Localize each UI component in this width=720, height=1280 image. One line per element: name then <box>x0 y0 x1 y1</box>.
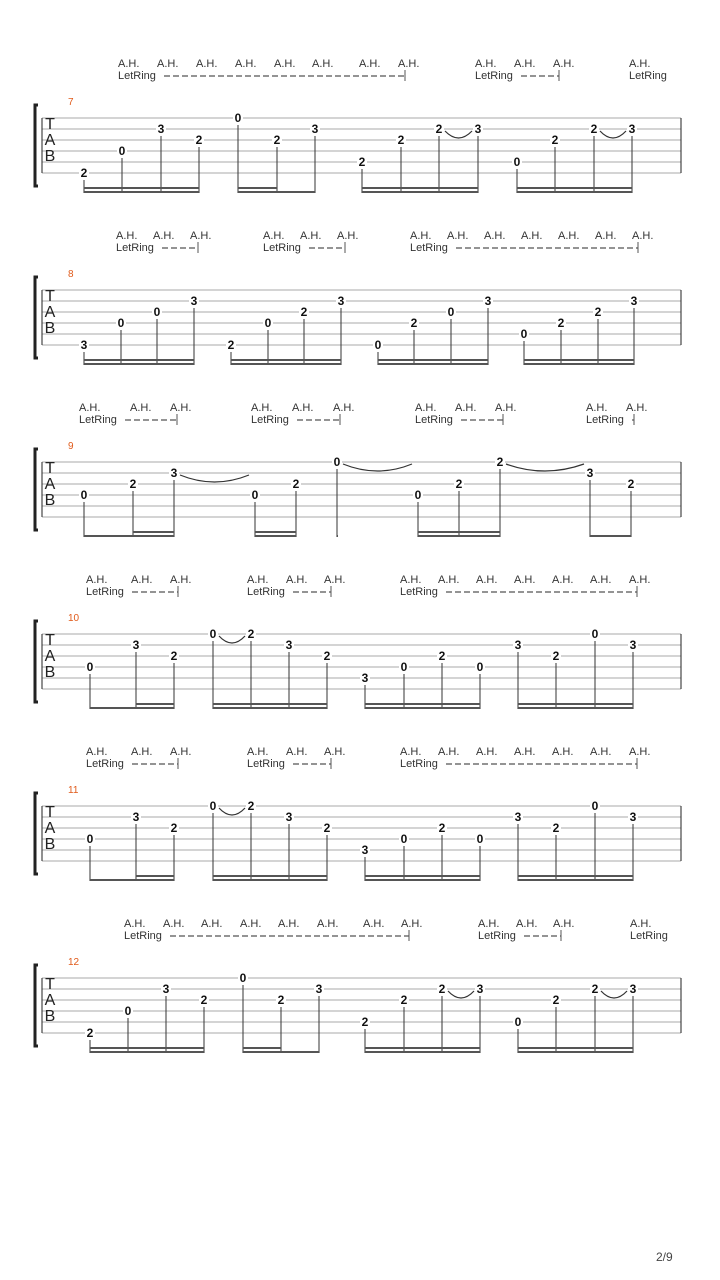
fret-number: 3 <box>629 638 637 652</box>
fret-number: 2 <box>552 821 560 835</box>
artificial-harmonic-label: A.H. <box>130 402 152 414</box>
let-ring-label: LetRing <box>478 930 516 942</box>
beam-secondary <box>84 359 194 361</box>
fret-number: 0 <box>117 316 125 330</box>
fret-number: 3 <box>514 810 522 824</box>
artificial-harmonic-label: A.H. <box>118 58 140 70</box>
artificial-harmonic-label: A.H. <box>476 746 498 758</box>
beam-secondary <box>518 1047 633 1049</box>
fret-number: 3 <box>132 810 140 824</box>
fret-number: 2 <box>323 821 331 835</box>
fret-number: 2 <box>552 993 560 1007</box>
measure-number: 10 <box>68 613 80 624</box>
tab-system <box>35 574 681 709</box>
tab-clef-letter: B <box>44 492 56 509</box>
beam-primary <box>524 363 634 365</box>
artificial-harmonic-label: A.H. <box>484 230 506 242</box>
beam-secondary <box>378 359 488 361</box>
tab-system <box>35 58 681 193</box>
artificial-harmonic-label: A.H. <box>552 746 574 758</box>
fret-number: 0 <box>118 144 126 158</box>
tab-system <box>35 230 681 365</box>
tab-clef-letter: A <box>44 648 56 665</box>
beam-secondary <box>136 703 174 705</box>
artificial-harmonic-label: A.H. <box>629 58 651 70</box>
fret-number: 2 <box>195 133 203 147</box>
artificial-harmonic-label: A.H. <box>595 230 617 242</box>
fret-number: 0 <box>513 155 521 169</box>
artificial-harmonic-label: A.H. <box>514 58 536 70</box>
artificial-harmonic-label: A.H. <box>324 746 346 758</box>
artificial-harmonic-label: A.H. <box>410 230 432 242</box>
beam-primary <box>90 1051 204 1053</box>
fret-number: 2 <box>557 316 565 330</box>
let-ring-label: LetRing <box>263 242 301 254</box>
beam-primary <box>90 879 174 881</box>
tab-clef-letter: T <box>45 804 55 821</box>
fret-number: 0 <box>414 488 422 502</box>
let-ring-label: LetRing <box>400 758 438 770</box>
fret-number: 3 <box>80 338 88 352</box>
fret-number: 2 <box>227 338 235 352</box>
fret-number: 0 <box>514 1015 522 1029</box>
fret-number: 3 <box>514 638 522 652</box>
artificial-harmonic-label: A.H. <box>170 746 192 758</box>
fret-number: 3 <box>630 294 638 308</box>
tie <box>219 636 245 643</box>
artificial-harmonic-label: A.H. <box>590 746 612 758</box>
fret-number: 3 <box>628 122 636 136</box>
fret-number: 0 <box>239 971 247 985</box>
fret-number: 0 <box>124 1004 132 1018</box>
fret-number: 2 <box>438 649 446 663</box>
artificial-harmonic-label: A.H. <box>196 58 218 70</box>
fret-number: 0 <box>476 832 484 846</box>
fret-number: 3 <box>311 122 319 136</box>
fret-number: 2 <box>86 1026 94 1040</box>
let-ring-label: LetRing <box>86 586 124 598</box>
fret-number: 2 <box>170 821 178 835</box>
system-bracket <box>35 621 38 702</box>
tab-clef-letter: B <box>44 320 56 337</box>
beam-primary <box>365 707 480 709</box>
artificial-harmonic-label: A.H. <box>131 574 153 586</box>
fret-number: 2 <box>247 627 255 641</box>
beam-primary <box>517 191 632 193</box>
fret-number: 3 <box>337 294 345 308</box>
artificial-harmonic-label: A.H. <box>86 746 108 758</box>
let-ring-label: LetRing <box>400 586 438 598</box>
beam-secondary <box>90 1047 204 1049</box>
tab-clef-letter: A <box>44 992 56 1009</box>
fret-number: 2 <box>438 982 446 996</box>
fret-number: 0 <box>400 832 408 846</box>
fret-number: 2 <box>277 993 285 1007</box>
beam-primary <box>84 535 174 537</box>
artificial-harmonic-label: A.H. <box>438 574 460 586</box>
measure-number: 9 <box>68 441 74 452</box>
fret-number: 3 <box>190 294 198 308</box>
fret-number: 0 <box>80 488 88 502</box>
fret-number: 3 <box>162 982 170 996</box>
fret-number: 0 <box>209 799 217 813</box>
artificial-harmonic-label: A.H. <box>240 918 262 930</box>
fret-number: 3 <box>361 843 369 857</box>
beam-secondary <box>213 703 327 705</box>
measure-number: 11 <box>68 785 79 796</box>
tab-system <box>35 918 681 1053</box>
beam-primary <box>231 363 341 365</box>
fret-number: 3 <box>629 982 637 996</box>
artificial-harmonic-label: A.H. <box>514 574 536 586</box>
fret-number: 0 <box>153 305 161 319</box>
artificial-harmonic-label: A.H. <box>274 58 296 70</box>
artificial-harmonic-label: A.H. <box>629 574 651 586</box>
beam-secondary <box>362 187 478 189</box>
beam-primary <box>238 191 315 193</box>
beam-primary <box>590 535 631 537</box>
measure-number: 12 <box>68 957 80 968</box>
let-ring-label: LetRing <box>629 70 667 82</box>
measure-number: 8 <box>68 269 74 280</box>
beam-secondary <box>365 875 480 877</box>
beam-primary <box>84 191 199 193</box>
beam-primary <box>84 363 194 365</box>
tab-clef-letter: A <box>44 304 56 321</box>
beam-secondary <box>133 531 174 533</box>
artificial-harmonic-label: A.H. <box>415 402 437 414</box>
let-ring-label: LetRing <box>124 930 162 942</box>
fret-number: 2 <box>400 993 408 1007</box>
tab-clef-letter: A <box>44 132 56 149</box>
artificial-harmonic-label: A.H. <box>263 230 285 242</box>
fret-number: 0 <box>86 660 94 674</box>
artificial-harmonic-label: A.H. <box>292 402 314 414</box>
beam-secondary <box>213 875 327 877</box>
fret-number: 0 <box>333 455 341 469</box>
artificial-harmonic-label: A.H. <box>552 574 574 586</box>
fret-number: 3 <box>629 810 637 824</box>
artificial-harmonic-label: A.H. <box>312 58 334 70</box>
tie <box>219 808 245 815</box>
artificial-harmonic-label: A.H. <box>251 402 273 414</box>
let-ring-label: LetRing <box>118 70 156 82</box>
artificial-harmonic-label: A.H. <box>337 230 359 242</box>
artificial-harmonic-label: A.H. <box>400 574 422 586</box>
artificial-harmonic-label: A.H. <box>455 402 477 414</box>
fret-number: 0 <box>447 305 455 319</box>
tab-clef-letter: B <box>44 1008 56 1025</box>
fret-number: 2 <box>435 122 443 136</box>
beam-secondary <box>243 1047 281 1049</box>
fret-number: 3 <box>157 122 165 136</box>
beam-primary <box>90 707 174 709</box>
fret-number: 0 <box>209 627 217 641</box>
fret-number: 3 <box>285 638 293 652</box>
beam-secondary <box>365 703 480 705</box>
beam-primary <box>518 1051 633 1053</box>
fret-number: 0 <box>234 111 242 125</box>
fret-number: 2 <box>397 133 405 147</box>
artificial-harmonic-label: A.H. <box>514 746 536 758</box>
beam-primary <box>337 535 338 537</box>
artificial-harmonic-label: A.H. <box>553 918 575 930</box>
artificial-harmonic-label: A.H. <box>401 918 423 930</box>
tie <box>601 991 627 998</box>
system-bracket <box>35 277 38 358</box>
artificial-harmonic-label: A.H. <box>438 746 460 758</box>
tab-clef-letter: T <box>45 976 55 993</box>
fret-number: 2 <box>170 649 178 663</box>
beam-primary <box>418 535 500 537</box>
fret-number: 2 <box>129 477 137 491</box>
tab-clef-letter: A <box>44 476 56 493</box>
artificial-harmonic-label: A.H. <box>317 918 339 930</box>
beam-secondary <box>365 1047 480 1049</box>
fret-number: 0 <box>264 316 272 330</box>
page-number: 2/9 <box>656 1250 673 1264</box>
artificial-harmonic-label: A.H. <box>170 574 192 586</box>
fret-number: 3 <box>476 982 484 996</box>
beam-secondary <box>518 703 633 705</box>
tie <box>343 464 412 471</box>
tie <box>600 131 626 138</box>
artificial-harmonic-label: A.H. <box>586 402 608 414</box>
fret-number: 3 <box>285 810 293 824</box>
tie <box>448 991 474 998</box>
fret-number: 0 <box>400 660 408 674</box>
beam-primary <box>518 707 633 709</box>
system-bracket <box>35 965 38 1046</box>
artificial-harmonic-label: A.H. <box>632 230 654 242</box>
fret-number: 0 <box>591 799 599 813</box>
let-ring-label: LetRing <box>251 414 289 426</box>
fret-number: 3 <box>484 294 492 308</box>
tab-clef-letter: T <box>45 288 55 305</box>
artificial-harmonic-label: A.H. <box>286 574 308 586</box>
fret-number: 2 <box>594 305 602 319</box>
fret-number: 2 <box>300 305 308 319</box>
let-ring-label: LetRing <box>247 586 285 598</box>
fret-number: 0 <box>251 488 259 502</box>
system-bracket <box>35 449 38 530</box>
artificial-harmonic-label: A.H. <box>153 230 175 242</box>
fret-number: 2 <box>247 799 255 813</box>
beam-primary <box>255 535 296 537</box>
artificial-harmonic-label: A.H. <box>447 230 469 242</box>
let-ring-label: LetRing <box>586 414 624 426</box>
fret-number: 2 <box>455 477 463 491</box>
artificial-harmonic-label: A.H. <box>235 58 257 70</box>
fret-number: 2 <box>292 477 300 491</box>
fret-number: 3 <box>361 671 369 685</box>
artificial-harmonic-label: A.H. <box>324 574 346 586</box>
fret-number: 3 <box>474 122 482 136</box>
tie <box>445 131 472 138</box>
artificial-harmonic-label: A.H. <box>630 918 652 930</box>
beam-primary <box>243 1051 319 1053</box>
fret-number: 3 <box>132 638 140 652</box>
artificial-harmonic-label: A.H. <box>398 58 420 70</box>
beam-secondary <box>238 187 277 189</box>
artificial-harmonic-label: A.H. <box>363 918 385 930</box>
fret-number: 0 <box>86 832 94 846</box>
artificial-harmonic-label: A.H. <box>247 574 269 586</box>
artificial-harmonic-label: A.H. <box>86 574 108 586</box>
beam-primary <box>365 879 480 881</box>
let-ring-label: LetRing <box>86 758 124 770</box>
fret-number: 2 <box>361 1015 369 1029</box>
artificial-harmonic-label: A.H. <box>157 58 179 70</box>
beam-secondary <box>136 875 174 877</box>
artificial-harmonic-label: A.H. <box>79 402 101 414</box>
beam-primary <box>213 879 327 881</box>
artificial-harmonic-label: A.H. <box>359 58 381 70</box>
beam-primary <box>378 363 488 365</box>
artificial-harmonic-label: A.H. <box>629 746 651 758</box>
artificial-harmonic-label: A.H. <box>300 230 322 242</box>
artificial-harmonic-label: A.H. <box>116 230 138 242</box>
artificial-harmonic-label: A.H. <box>278 918 300 930</box>
let-ring-label: LetRing <box>79 414 117 426</box>
tab-clef-letter: T <box>45 632 55 649</box>
artificial-harmonic-label: A.H. <box>495 402 517 414</box>
fret-number: 2 <box>551 133 559 147</box>
fret-number: 2 <box>323 649 331 663</box>
fret-number: 0 <box>374 338 382 352</box>
fret-number: 0 <box>591 627 599 641</box>
beam-secondary <box>418 531 500 533</box>
fret-number: 0 <box>520 327 528 341</box>
fret-number: 2 <box>438 821 446 835</box>
fret-number: 2 <box>273 133 281 147</box>
artificial-harmonic-label: A.H. <box>475 58 497 70</box>
system-bracket <box>35 793 38 874</box>
tab-clef-letter: B <box>44 148 56 165</box>
beam-secondary <box>518 875 633 877</box>
artificial-harmonic-label: A.H. <box>478 918 500 930</box>
beam-primary <box>365 1051 480 1053</box>
fret-number: 3 <box>170 466 178 480</box>
tie <box>180 475 249 482</box>
fret-number: 2 <box>590 122 598 136</box>
artificial-harmonic-label: A.H. <box>553 58 575 70</box>
artificial-harmonic-label: A.H. <box>124 918 146 930</box>
artificial-harmonic-label: A.H. <box>521 230 543 242</box>
beam-secondary <box>84 187 199 189</box>
beam-primary <box>362 191 478 193</box>
tie <box>506 464 584 471</box>
fret-number: 2 <box>358 155 366 169</box>
tab-clef-letter: B <box>44 664 56 681</box>
beam-secondary <box>231 359 341 361</box>
fret-number: 2 <box>627 477 635 491</box>
fret-number: 2 <box>80 166 88 180</box>
artificial-harmonic-label: A.H. <box>626 402 648 414</box>
tab-system <box>35 746 681 881</box>
let-ring-label: LetRing <box>415 414 453 426</box>
beam-primary <box>213 707 327 709</box>
tab-clef-letter: T <box>45 116 55 133</box>
artificial-harmonic-label: A.H. <box>247 746 269 758</box>
fret-number: 2 <box>200 993 208 1007</box>
artificial-harmonic-label: A.H. <box>400 746 422 758</box>
beam-secondary <box>524 359 634 361</box>
artificial-harmonic-label: A.H. <box>558 230 580 242</box>
tab-clef-letter: T <box>45 460 55 477</box>
beam-secondary <box>517 187 632 189</box>
system-bracket <box>35 105 38 186</box>
tab-clef-letter: A <box>44 820 56 837</box>
artificial-harmonic-label: A.H. <box>286 746 308 758</box>
beam-secondary <box>255 531 296 533</box>
let-ring-label: LetRing <box>116 242 154 254</box>
beam-primary <box>518 879 633 881</box>
artificial-harmonic-label: A.H. <box>170 402 192 414</box>
fret-number: 2 <box>496 455 504 469</box>
artificial-harmonic-label: A.H. <box>516 918 538 930</box>
fret-number: 2 <box>591 982 599 996</box>
artificial-harmonic-label: A.H. <box>190 230 212 242</box>
artificial-harmonic-label: A.H. <box>201 918 223 930</box>
let-ring-label: LetRing <box>247 758 285 770</box>
fret-number: 3 <box>315 982 323 996</box>
let-ring-label: LetRing <box>475 70 513 82</box>
artificial-harmonic-label: A.H. <box>590 574 612 586</box>
measure-number: 7 <box>68 97 74 108</box>
artificial-harmonic-label: A.H. <box>131 746 153 758</box>
fret-number: 3 <box>586 466 594 480</box>
fret-number: 2 <box>410 316 418 330</box>
let-ring-label: LetRing <box>630 930 668 942</box>
tab-clef-letter: B <box>44 836 56 853</box>
fret-number: 2 <box>552 649 560 663</box>
let-ring-label: LetRing <box>410 242 448 254</box>
fret-number: 0 <box>476 660 484 674</box>
artificial-harmonic-label: A.H. <box>476 574 498 586</box>
artificial-harmonic-label: A.H. <box>333 402 355 414</box>
tab-system <box>35 402 681 537</box>
artificial-harmonic-label: A.H. <box>163 918 185 930</box>
